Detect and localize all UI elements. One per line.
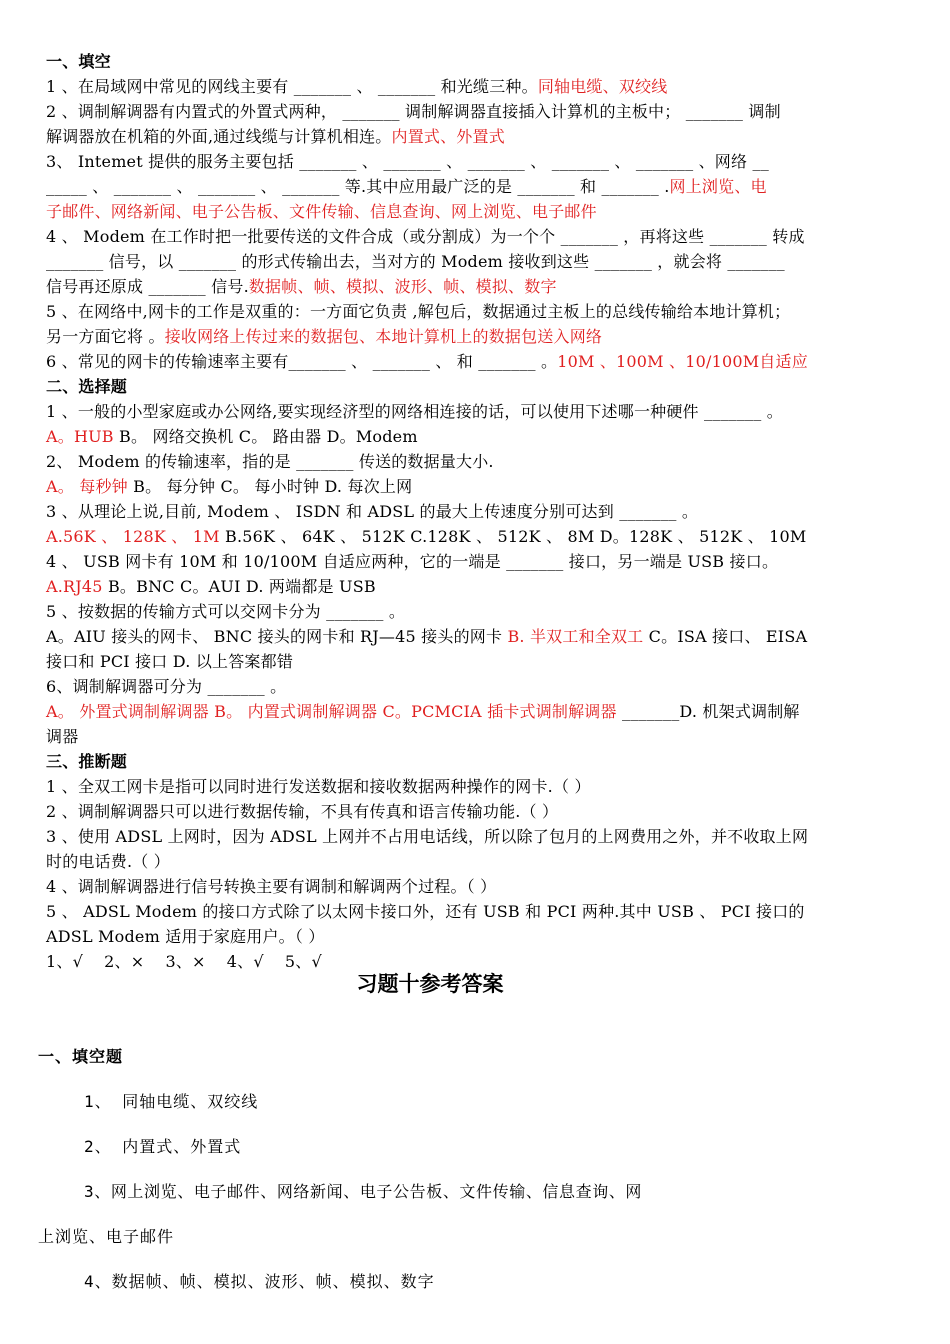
choice-q4-options	[46, 575, 908, 599]
options-text: B.56K 、 64K 、 512K C.128K 、 512K 、 8M D。128K 、 512K 、 10M	[219, 527, 807, 546]
options-text: B。BNC C。AUI D. 两端都是 USB	[102, 577, 376, 596]
judge-answers: 1、√ 2、× 3、× 4、√ 5、√	[46, 952, 322, 971]
reference-answer-3-line1: 3、网上浏览、电子邮件、网络新闻、电子公告板、文件传输、信息查询、网	[84, 1182, 643, 1201]
judge-q2: 2 、调制解调器只可以进行数据传输，不具有传真和语言传输功能.（ ）	[46, 802, 559, 821]
choice-q3-line1: 3 、从理论上说,目前, Modem 、 ISDN 和 ADSL 的最大上传速度分别可达到 _______ 。	[46, 502, 699, 521]
fill-q5-line2	[46, 325, 908, 349]
question-text: 1 、在局域网中常见的网线主要有 _______ 、 _______ 和光缆三种。	[46, 77, 538, 96]
options-text: A。AIU 接头的网卡、 BNC 接头的网卡和 RJ—45 接头的网卡	[46, 627, 508, 646]
answer-text: B. 半双工和全双工	[507, 627, 644, 646]
fill-q4-line3	[46, 275, 908, 299]
answer-text: A。HUB	[46, 427, 114, 446]
answer-text: 接收网络上传过来的数据包、本地计算机上的数据包送入网络	[164, 327, 603, 346]
judge-q5-line2: ADSL Modem 适用于家庭用户。（ ）	[46, 927, 325, 946]
answer-text: A.56K 、 128K 、 1M	[46, 527, 220, 546]
answer-text: 数据帧、帧、模拟、波形、帧、模拟、数字	[248, 277, 557, 296]
fill-q2-line2	[46, 125, 908, 149]
choice-q3-options	[46, 525, 908, 549]
judge-q3-line1: 3 、使用 ADSL 上网时，因为 ADSL 上网并不占用电话线，所以除了包月的上网费用之外，并不收取上网	[46, 827, 809, 846]
options-text: _______D. 机架式调制解	[616, 702, 800, 721]
fill-q6	[46, 350, 908, 374]
choice-q6-options	[46, 700, 908, 724]
judge-q1: 1 、全双工网卡是指可以同时进行发送数据和接收数据两种操作的网卡.（ ）	[46, 777, 591, 796]
fill-q4-line1: 4 、 Modem 在工作时把一批要传送的文件合成（或分割成）为一个个 _______ ，再将这些 _______ 转成	[46, 227, 805, 246]
choice-q2-options	[46, 475, 908, 499]
answer-text: A。 外置式调制解调器 B。 内置式调制解调器 C。PCMCIA 插卡式调制解调器	[46, 702, 617, 721]
judge-q5-line1: 5 、 ADSL Modem 的接口方式除了以太网卡接口外，还有 USB 和 PCI 两种.其中 USB 、 PCI 接口的	[46, 902, 805, 921]
fill-q3-line1: 3、 Intemet 提供的服务主要包括 _______ 、 _______ 、 _______ 、 _______ 、 _______ 、网络 __	[46, 152, 769, 171]
reference-answer-3-line2: 上浏览、电子邮件	[38, 1227, 175, 1246]
reference-heading: 一、填空题	[38, 1047, 124, 1066]
fill-q1	[46, 75, 908, 99]
choice-q6-options-cont: 调器	[46, 727, 79, 746]
answer-text: 内置式、外置式	[391, 127, 505, 146]
options-text: B。 每分钟 C。 每小时钟 D. 每次上网	[127, 477, 413, 496]
choice-q2-line1: 2、 Modem 的传输速率，指的是 _______ 传送的数据量大小.	[46, 452, 494, 471]
fill-q3-line2	[46, 175, 908, 199]
question-text: 另一方面它将 。	[46, 327, 165, 346]
reference-answer-2: 2、 内置式、外置式	[84, 1137, 242, 1156]
judge-q3-line2: 时的电话费.（ ）	[46, 852, 170, 871]
choice-q4-line1: 4 、 USB 网卡有 10M 和 10/100M 自适应两种，它的一端是 _______ 接口，另一端是 USB 接口。	[46, 552, 779, 571]
section-heading-fill: 一、填空	[46, 52, 111, 71]
judge-q4: 4 、调制解调器进行信号转换主要有调制和解调两个过程。（ ）	[46, 877, 497, 896]
fill-q2-line1: 2 、调制解调器有内置式的外置式两种， _______ 调制解调器直接插入计算机的主板中； _______ 调制	[46, 102, 781, 121]
answer-text: A。 每秒钟	[46, 477, 128, 496]
question-text: 解调器放在机箱的外面,通过线缆与计算机相连。	[46, 127, 392, 146]
reference-answer-4: 4、数据帧、帧、模拟、波形、帧、模拟、数字	[84, 1272, 435, 1291]
section-heading-judge: 三、推断题	[46, 752, 128, 771]
reference-answer-1: 1、 同轴电缆、双绞线	[84, 1092, 259, 1111]
options-text: C。ISA 接口、 EISA	[643, 627, 808, 646]
question-text: _____ 、 _______ 、 _______ 、 _______ 等.其中应用最广泛的是 _______ 和 _______ .	[46, 177, 670, 196]
answer-text: A.RJ45	[46, 577, 103, 596]
answer-text: 10M 、100M 、10/100M自适应	[557, 352, 808, 371]
choice-q1-options	[46, 425, 908, 449]
section-heading-choice: 二、选择题	[46, 377, 128, 396]
choice-q5-line1: 5 、按数据的传输方式可以交网卡分为 _______ 。	[46, 602, 406, 621]
choice-q5-options	[46, 625, 908, 649]
answer-text: 网上浏览、电	[669, 177, 767, 196]
answer-text: 同轴电缆、双绞线	[537, 77, 668, 96]
reference-title: 习题十参考答案	[356, 972, 504, 996]
choice-q5-options-cont: 接口和 PCI 接口 D. 以上答案都错	[46, 652, 294, 671]
question-text: 6 、常见的网卡的传输速率主要有_______ 、 _______ 、 和 _______ 。	[46, 352, 558, 371]
options-text: B。 网络交换机 C。 路由器 D。Modem	[113, 427, 418, 446]
fill-q3-line3: 子邮件、网络新闻、电子公告板、文件传输、信息查询、网上浏览、电子邮件	[46, 202, 597, 221]
choice-q6-line1: 6、调制解调器可分为 _______ 。	[46, 677, 287, 696]
choice-q1-line1: 1 、一般的小型家庭或办公网络,要实现经济型的网络相连接的话，可以使用下述哪一种硬件 _______ 。	[46, 402, 783, 421]
question-text: 信号再还原成 _______ 信号.	[46, 277, 249, 296]
fill-q5-line1: 5 、在网络中,网卡的工作是双重的：一方面它负责 ,解包后，数据通过主板上的总线传输给本地计算机；	[46, 302, 791, 321]
fill-q4-line2: _______ 信号，以 _______ 的形式传输出去，当对方的 Modem 接收到这些 _______ ，就会将 _______	[46, 252, 785, 271]
